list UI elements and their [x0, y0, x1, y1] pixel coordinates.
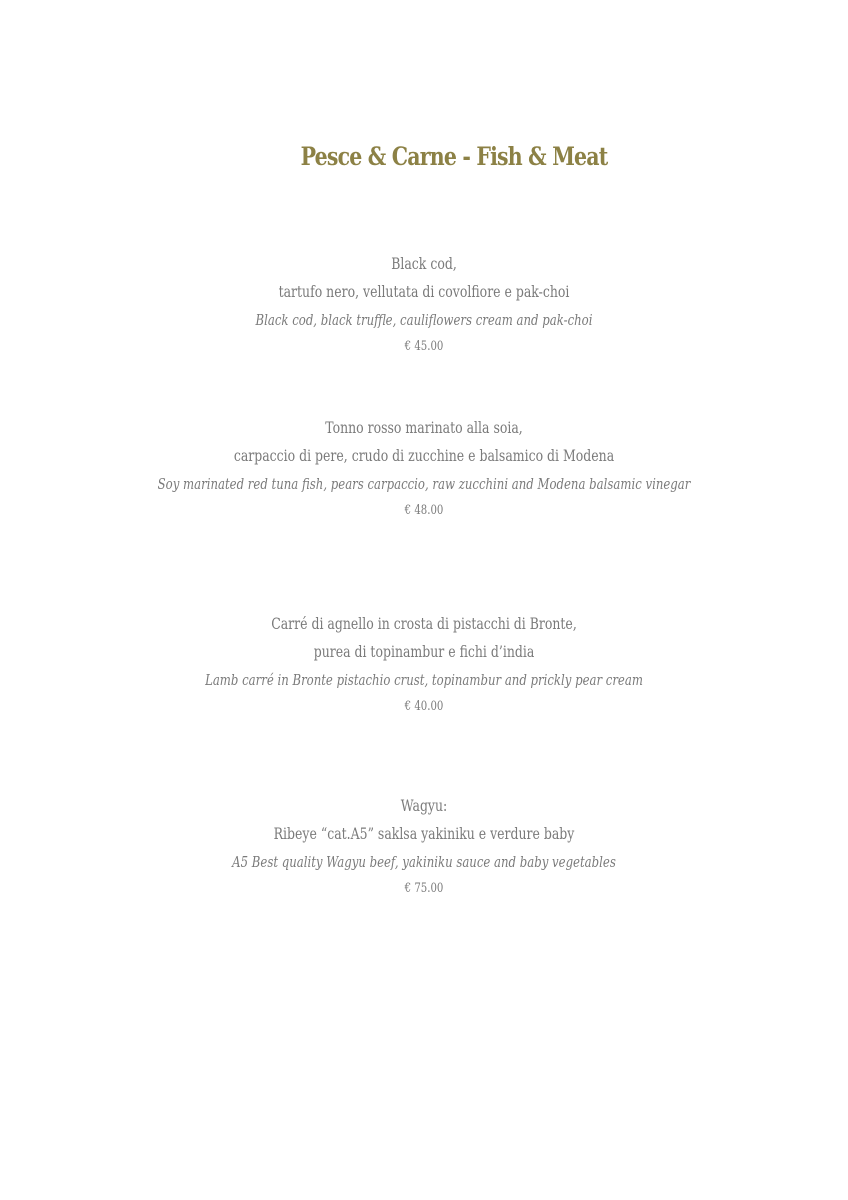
menu-item-wagyu — [0, 792, 848, 902]
dish-name: Black cod, — [391, 254, 457, 273]
menu-item-black-cod — [0, 250, 848, 360]
dish-price: € 75.00 — [404, 881, 444, 896]
dish-description-italian: Ribeye “cat.A5” saklsa yakiniku e verdure baby — [273, 824, 575, 843]
dish-description-english: A5 Best quality Wagyu beef, yakiniku sauce and baby vegetables — [232, 853, 616, 871]
dish-price: € 48.00 — [404, 503, 444, 518]
dish-price: € 40.00 — [404, 699, 444, 714]
dish-price: € 45.00 — [404, 339, 444, 354]
dish-description-english: Black cod, black truffle, cauliflowers cream and pak-choi — [255, 311, 593, 329]
dish-description-english: Soy marinated red tuna fish, pears carpaccio, raw zucchini and Modena balsamic vinegar — [157, 475, 691, 493]
menu-item-lamb — [0, 610, 848, 720]
menu-item-red-tuna — [0, 414, 848, 524]
dish-description-italian: tartufo nero, vellutata di covolfiore e pak-choi — [278, 282, 570, 301]
dish-description-english: Lamb carré in Bronte pistachio crust, topinambur and prickly pear cream — [205, 671, 643, 689]
dish-description-italian: purea di topinambur e fichi d’india — [313, 642, 535, 661]
menu-section-title: Pesce & Carne - Fish & Meat — [300, 142, 608, 171]
dish-name: Wagyu: — [400, 796, 448, 815]
dish-name: Tonno rosso marinato alla soia, — [325, 418, 523, 437]
dish-description-italian: carpaccio di pere, crudo di zucchine e balsamico di Modena — [233, 446, 615, 465]
dish-name: Carré di agnello in crosta di pistacchi di Bronte, — [271, 614, 577, 633]
